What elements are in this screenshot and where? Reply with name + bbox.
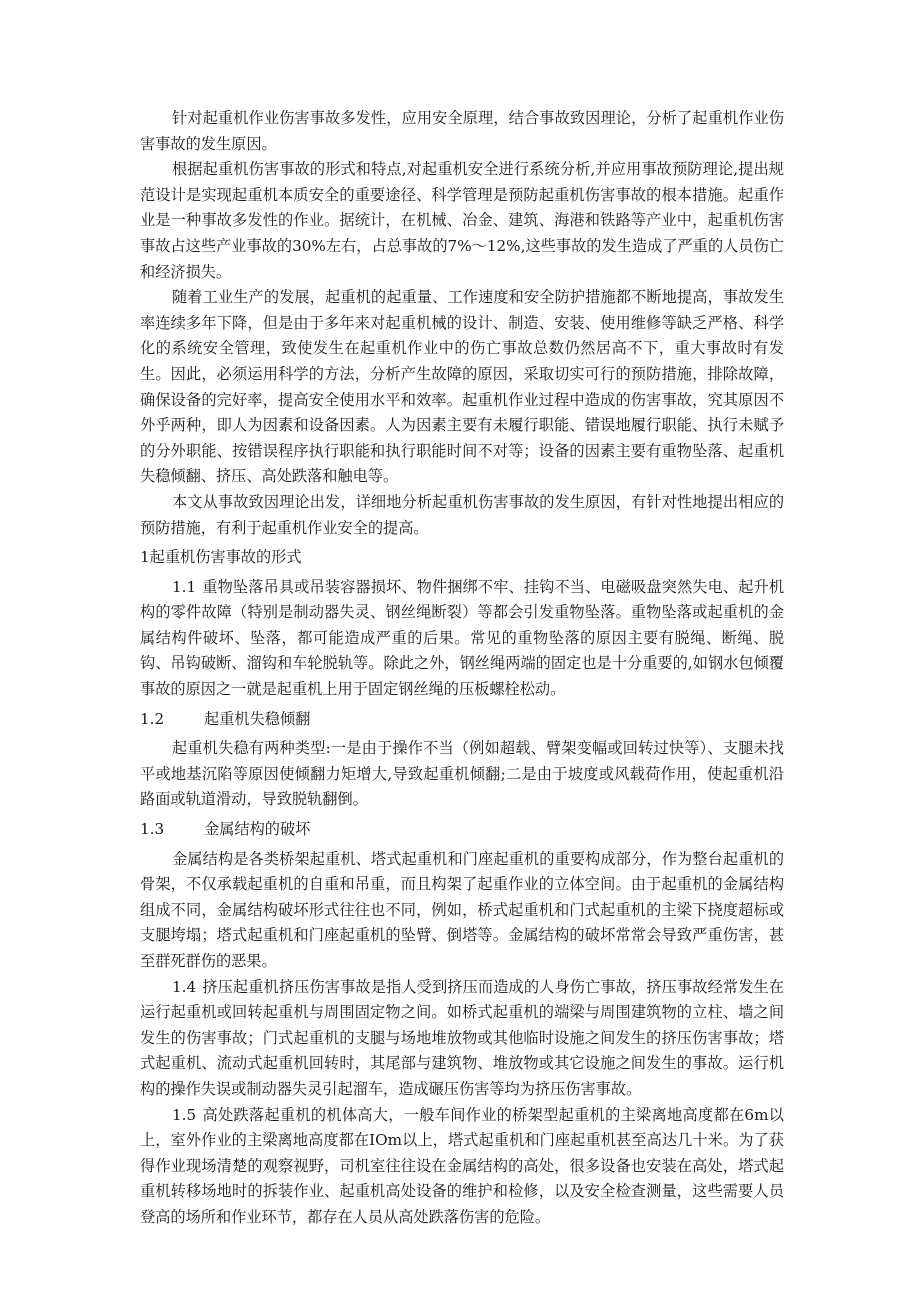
subsection-text: 挤压起重机挤压伤害事故是指人受到挤压而造成的人身伤亡事故，挤压事故经常发生在运行起重机或回转起重机与周围固定物之间。如桥式起重机的端梁与周围建筑物的立柱、墙之间发生的伤害事故；门式起重机的支腿与场地堆放物或其他临时设施之间发生的挤压伤害事故；塔式起重机、流动式起重机回转时，其尾部与建筑物、堆放物或其它设施之间发生的事故。运行机构的操作失误或制动器失灵引起溜车，造成碾压伤害等均为挤压伤害事故。 [140,977,784,1098]
document-body [140,106,784,1231]
subsection-1-1 [140,575,784,703]
paragraph-purpose: 本文从事故致因理论出发，详细地分析起重机伤害事故的发生原因，有针对性地提出相应的预防措施，有利于起重机作业安全的提高。 [140,492,784,537]
subsection-number: 1.4 [172,977,197,996]
paragraph-intro: 针对起重机作业伤害事故多发性，应用安全原理，结合事故致因理论，分析了起重机作业伤害事故的发生原因。 [140,109,784,153]
subsection-title: 起重机失稳倾翻 [204,709,311,728]
subsection-text: 高处跌落起重机的机体高大，一般车间作业的桥架型起重机的主梁离地高度都在6m以上，室外作业的主梁离地高度都在IOm以上，塔式起重机和门座起重机甚至高达几十米。为了获得作业现场清楚的观察视野，司机室往往设在金属结构的高处，很多设备也安装在高处，塔式起重机转移场地时的拆装作业、起重机高处设备的维护和检修，以及安全检查测量，这些需要人员登高的场所和作业环节，都存在人员从高处跌落伤害的危险。 [140,1105,784,1226]
paragraph-development: 随着工业生产的发展，起重机的起重量、工作速度和安全防护措施都不断地提高，事故发生率连续多年下降，但是由于多年来对起重机械的设计、制造、安装、使用维修等缺乏严格、科学化的系统安全管理，致使发生在起重机作业中的伤亡事故总数仍然居高不下，重大事故时有发生。因此，必须运用科学的方法，分析产生故障的原因，采取切实可行的预防措施，排除故障，确保设备的完好率，提高安全使用水平和效率。起重机作业过程中造成的伤害事故，究其原因不外乎两种，即人为因素和设备因素。人为因素主要有未履行职能、错误地履行职能、执行未赋予的分外职能、按错误程序执行职能和执行职能时间不对等；设备的因素主要有重物坠落、起重机失稳倾翻、挤压、高处跌落和触电等。 [140,288,784,486]
subsection-text: 重物坠落吊具或吊装容器损坏、物件捆绑不牢、挂钩不当、电磁吸盘突然失电、起升机构的零件故障（特别是制动器失灵、钢丝绳断裂）等都会引发重物坠落。重物坠落或起重机的金属结构件破坏、坠落，都可能造成严重的后果。常见的重物坠落的原因主要有脱绳、断绳、脱钩、吊钩破断、溜钩和车轮脱轨等。除此之外，钢丝绳两端的固定也是十分重要的,如钢水包倾覆事故的原因之一就是起重机上用于固定钢丝绳的压板螺栓松动。 [140,577,784,699]
subsection-1-4 [140,975,784,1103]
subsection-heading-1-3 [140,817,784,843]
subsection-1-3-body: 金属结构是各类桥架起重机、塔式起重机和门座起重机的重要构成部分，作为整台起重机的骨架，不仅承载起重机的自重和吊重，而且构架了起重作业的立体空间。由于起重机的金属结构组成不同，金属结构破坏形式往往也不同，例如，桥式起重机和门式起重机的主梁下挠度超标或支腿垮塌；塔式起重机和门座起重机的坠臂、倒塔等。金属结构的破坏常常会导致严重伤害，甚至群死群伤的恶果。 [140,849,784,970]
section-heading-1: 1起重机伤害事故的形式 [140,548,302,567]
subsection-number: 1.3 [140,820,165,839]
paragraph-background: 根据起重机伤害事故的形式和特点,对起重机安全进行系统分析,并应用事故预防理论,提出规范设计是实现起重机本质安全的重要途径、科学管理是预防起重机伤害事故的根本措施。起重作业是一种事故多发性的作业。据统计，在机械、冶金、建筑、海港和铁路等产业中，起重机伤害事故占这些产业事故的30%左右，占总事故的7%～12%,这些事故的发生造成了严重的人员伤亡和经济损失。 [140,160,784,281]
subsection-number: 1.5 [172,1105,197,1124]
subsection-number: 1.2 [140,709,165,728]
subsection-number: 1.1 [172,577,197,596]
subsection-title: 金属结构的破坏 [204,820,311,839]
subsection-1-5 [140,1103,784,1231]
subsection-1-2-body: 起重机失稳有两种类型:一是由于操作不当（例如超载、臂架变幅或回转过快等）、支腿未找平或地基沉陷等原因使倾翻力矩增大,导致起重机倾翻;二是由于坡度或风载荷作用，使起重机沿路面或轨道滑动，导致脱轨翻倒。 [140,739,784,809]
subsection-heading-1-2 [140,707,784,733]
